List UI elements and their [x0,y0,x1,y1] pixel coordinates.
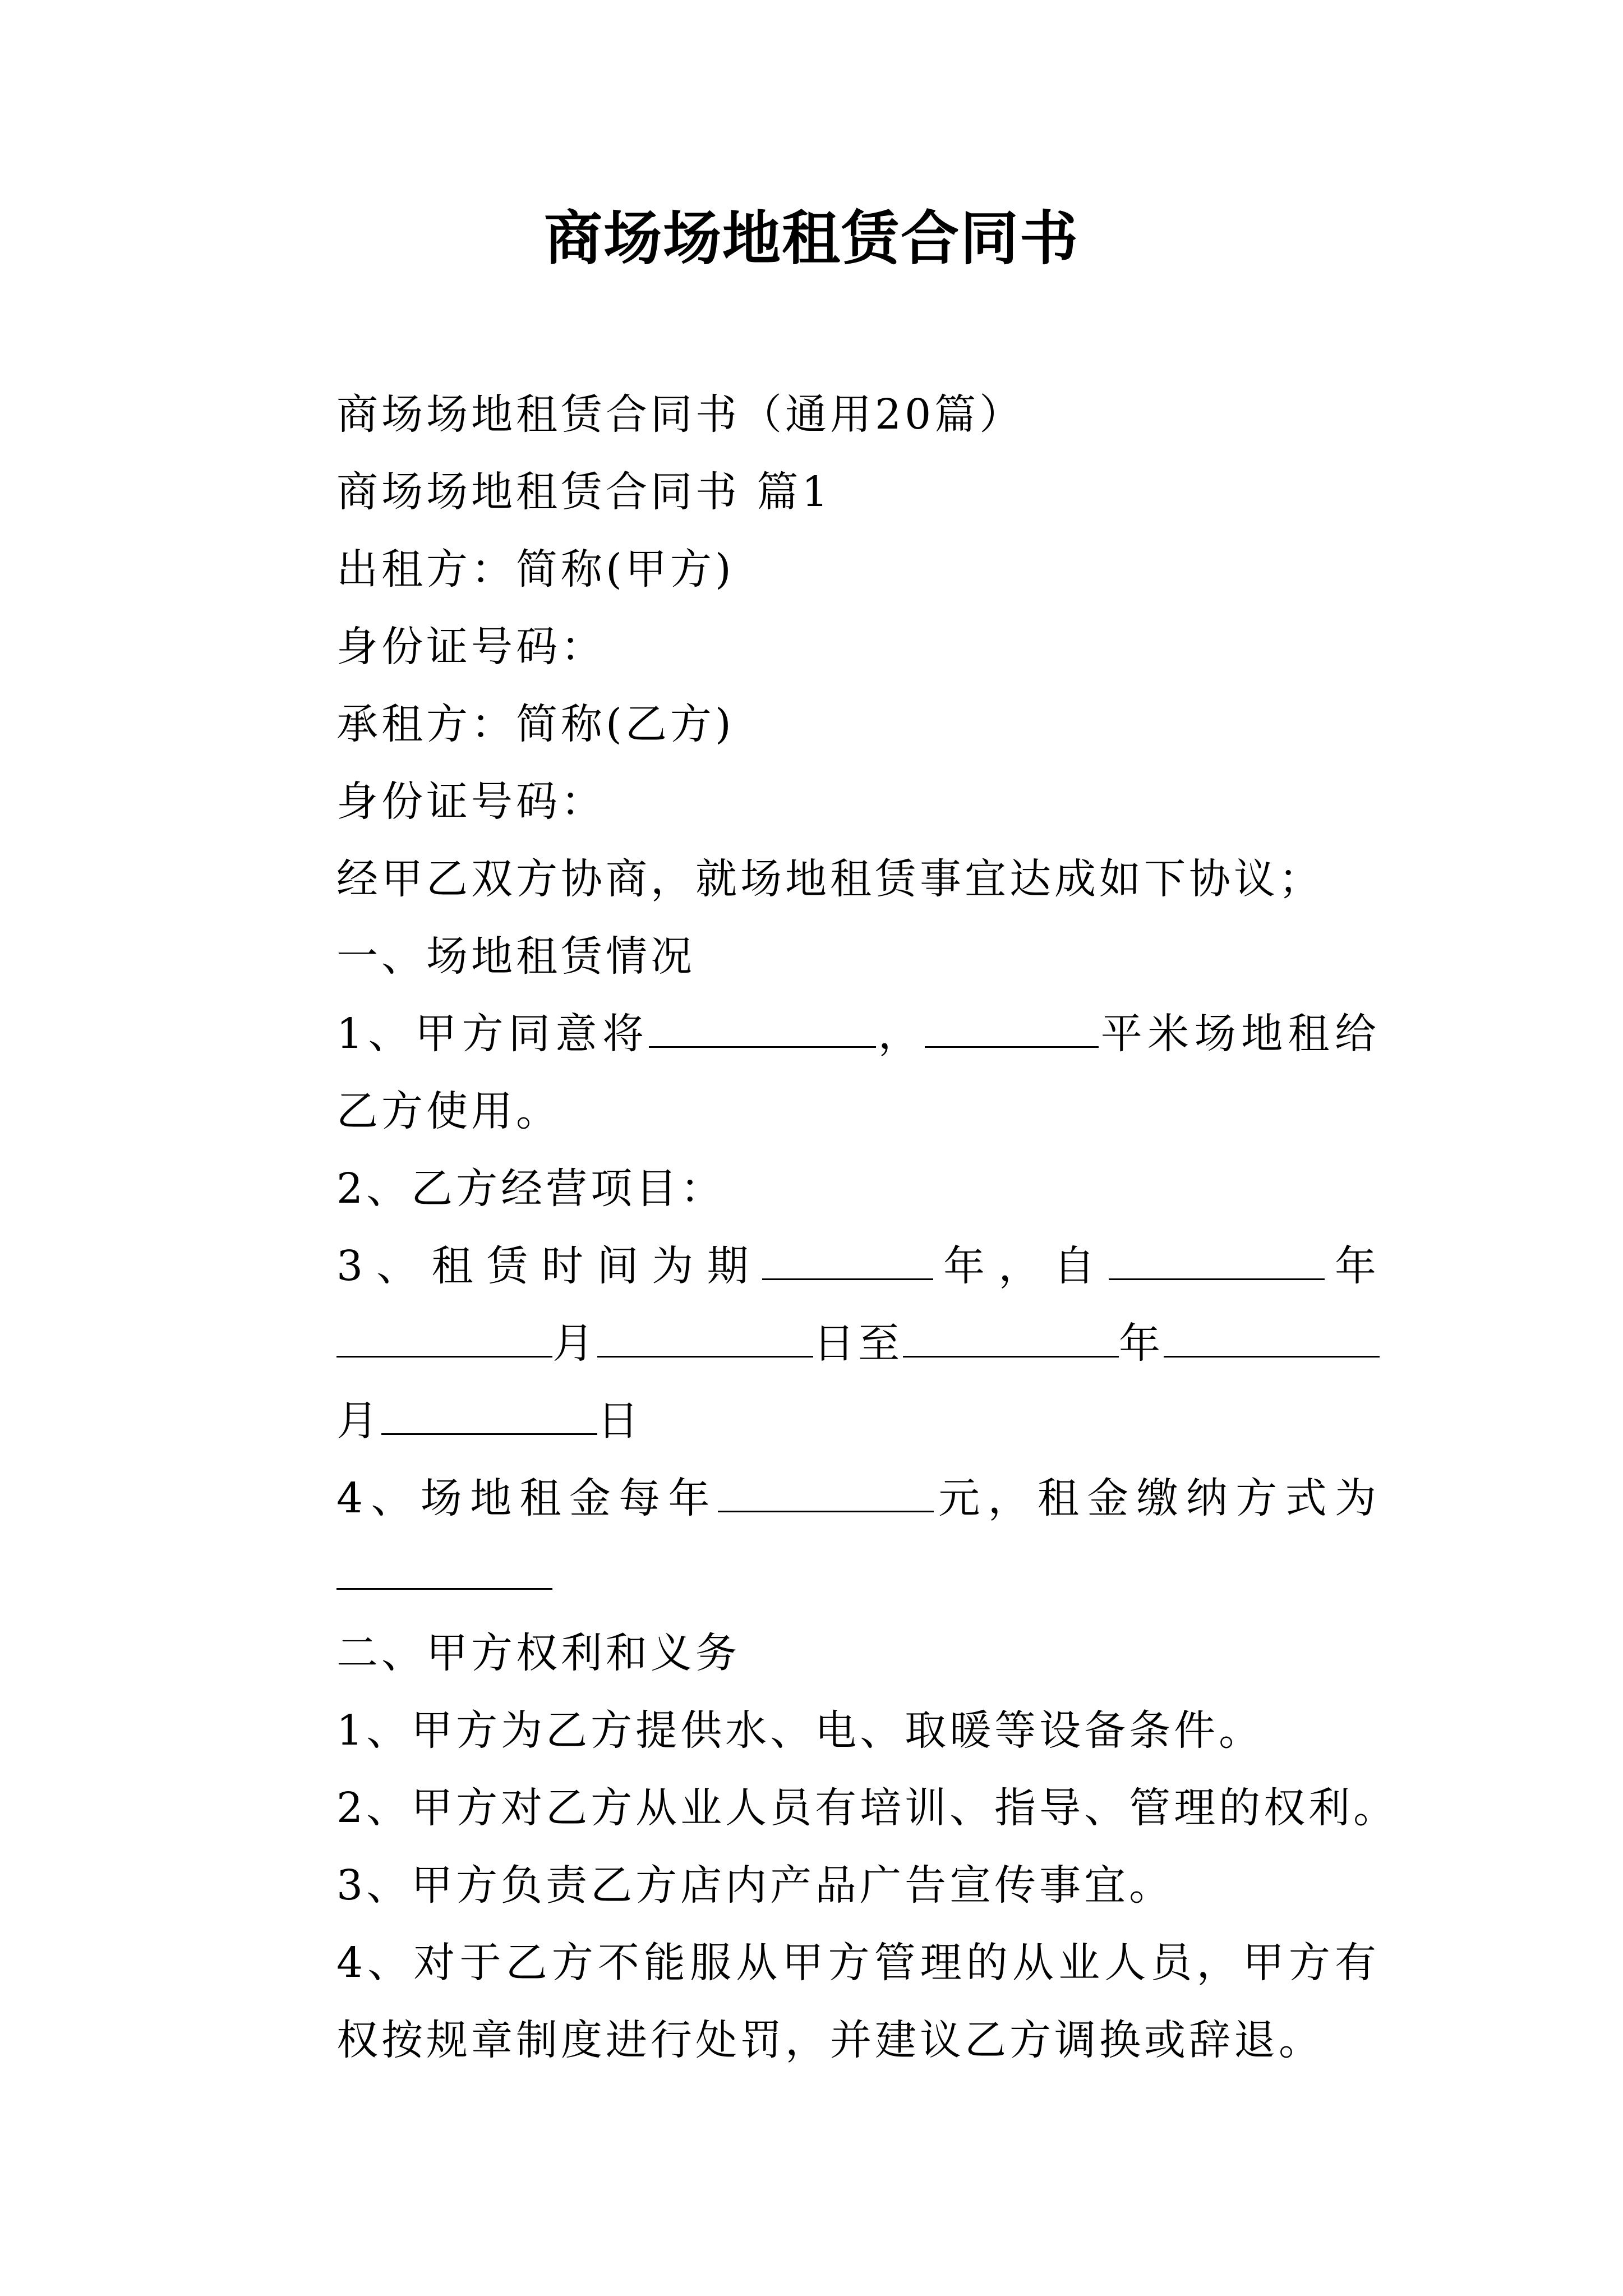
document-title: 商场场地租赁合同书 [543,204,1079,273]
fill-blank-term-years [762,1244,933,1280]
clause-2-2: 2、甲方对乙方从业人员有培训、指导、管理的权利。 [336,1784,1399,1832]
lessor-line: 出租方：简称(甲方) [336,545,735,593]
part2-heading: 二、甲方权利和义务 [336,1629,740,1677]
clause-1-3-text-h: 日 [597,1397,642,1445]
fill-blank-end-year [903,1321,1119,1358]
fill-blank-end-day [381,1398,597,1435]
clause-1-4 [250,1460,1380,1614]
clause-1-4-text-a: 4、场地租金每年 [336,1474,718,1522]
lessee-id-line: 身份证号码： [336,777,606,826]
clause-1-3-text-g: 月 [336,1397,381,1445]
intro-paragraph: 经甲乙双方协商，就场地租赁事宜达成如下协议； [336,855,1324,903]
fill-blank-start-month [336,1321,552,1358]
fill-blank-end-month [1164,1321,1380,1358]
clause-1-2: 2、乙方经营项目： [336,1165,726,1213]
clause-1-1-text-b: ， [876,1010,925,1058]
section-heading: 商场场地租赁合同书 篇1 [336,468,832,516]
fill-blank-annual-rent [718,1476,934,1512]
fill-blank-start-day [597,1321,813,1358]
clause-1-1 [250,995,1380,1150]
clause-2-1: 1、甲方为乙方提供水、电、取暖等设备条件。 [336,1706,1264,1755]
fill-blank-premises [649,1011,876,1048]
clause-1-3-text-b: 年，自 [933,1242,1109,1290]
lessee-line: 承租方：简称(乙方) [336,700,735,748]
clause-2-4: 4、对于乙方不能服从甲方管理的从业人员，甲方有权按规章制度进行处罚，并建议乙方调换或辞退。 [336,1939,1380,2064]
lessor-id-line: 身份证号码： [336,623,606,671]
clause-1-3-text-d: 月 [552,1319,597,1368]
part1-heading: 一、场地租赁情况 [336,932,695,981]
clause-1-1-text-a: 1、甲方同意将 [336,1010,649,1058]
clause-1-3-text-e: 日至 [813,1319,903,1368]
clause-1-3-text-f: 年 [1119,1319,1164,1368]
clause-1-3-text-a: 3、租赁时间为期 [336,1242,762,1290]
clause-1-3 [250,1227,1380,1460]
fill-blank-area [925,1011,1099,1048]
clause-2-3: 3、甲方负责乙方店内产品广告宣传事宜。 [336,1861,1174,1910]
document-body [250,376,1399,2079]
document-subtitle: 商场场地租赁合同书（通用20篇） [336,390,1025,439]
fill-blank-payment-method [336,1553,552,1590]
clause-1-1-text-c: 平米场地租给乙方使用。 [336,1010,1380,1135]
fill-blank-start-year [1109,1244,1325,1280]
clause-1-3-text-c: 年 [1324,1242,1380,1290]
clause-1-4-text-b: 元，租金缴纳方式为 [933,1474,1380,1522]
